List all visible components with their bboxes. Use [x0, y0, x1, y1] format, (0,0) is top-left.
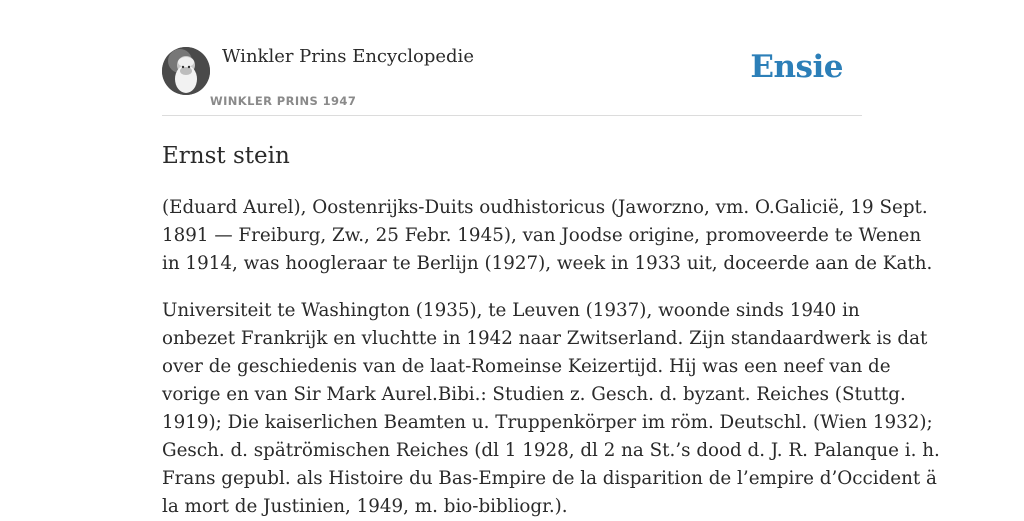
source-header: [162, 0, 862, 116]
paragraph-line: 1919); Die kaiserlichen Beamten u. Truppenkörper im röm. Deutschl. (Wien 1932);: [162, 412, 933, 433]
paragraph-line: la mort de Justinien, 1949, m. bio-bibliogr.).: [162, 496, 568, 517]
paragraph-line: onbezet Frankrijk en vluchtte in 1942 naar Zwitserland. Zijn standaardwerk is dat: [162, 328, 928, 349]
article-paragraph: [162, 297, 940, 521]
brand-logo-link[interactable]: Ensie: [750, 49, 843, 85]
paragraph-line: vorige en van Sir Mark Aurel.Bibi.: Studien z. Gesch. d. byzant. Reiches (Stuttg.: [162, 384, 906, 405]
paragraph-line: Universiteit te Washington (1935), te Leuven (1937), woonde sinds 1940 in: [162, 300, 860, 321]
source-title[interactable]: Winkler Prins Encyclopedie: [222, 46, 474, 67]
avatar[interactable]: [162, 47, 210, 95]
article-title: Ernst stein: [162, 143, 290, 169]
paragraph-line: Frans gepubl. als Histoire du Bas-Empire de la disparition de l’empire d’Occident ä: [162, 468, 937, 489]
paragraph-line: Gesch. d. spätrömischen Reiches (dl 1 1928, dl 2 na St.’s dood d. J. R. Palanque i. h.: [162, 440, 940, 461]
paragraph-line: (Eduard Aurel), Oostenrijks-Duits oudhistoricus (Jaworzno, vm. O.Galicië, 19 Sept.: [162, 197, 928, 218]
paragraph-line: in 1914, was hoogleraar te Berlijn (1927), week in 1933 uit, doceerde aan de Kath.: [162, 253, 933, 274]
page: [162, 0, 940, 521]
source-subtitle[interactable]: WINKLER PRINS 1947: [210, 94, 357, 108]
paragraph-line: 1891 — Freiburg, Zw., 25 Febr. 1945), van Joodse origine, promoveerde te Wenen: [162, 225, 922, 246]
paragraph-line: over de geschiedenis van de laat-Romeinse Keizertijd. Hij was een neef van de: [162, 356, 891, 377]
bearded-man-portrait-icon: [162, 47, 210, 95]
article-paragraph: [162, 194, 933, 278]
